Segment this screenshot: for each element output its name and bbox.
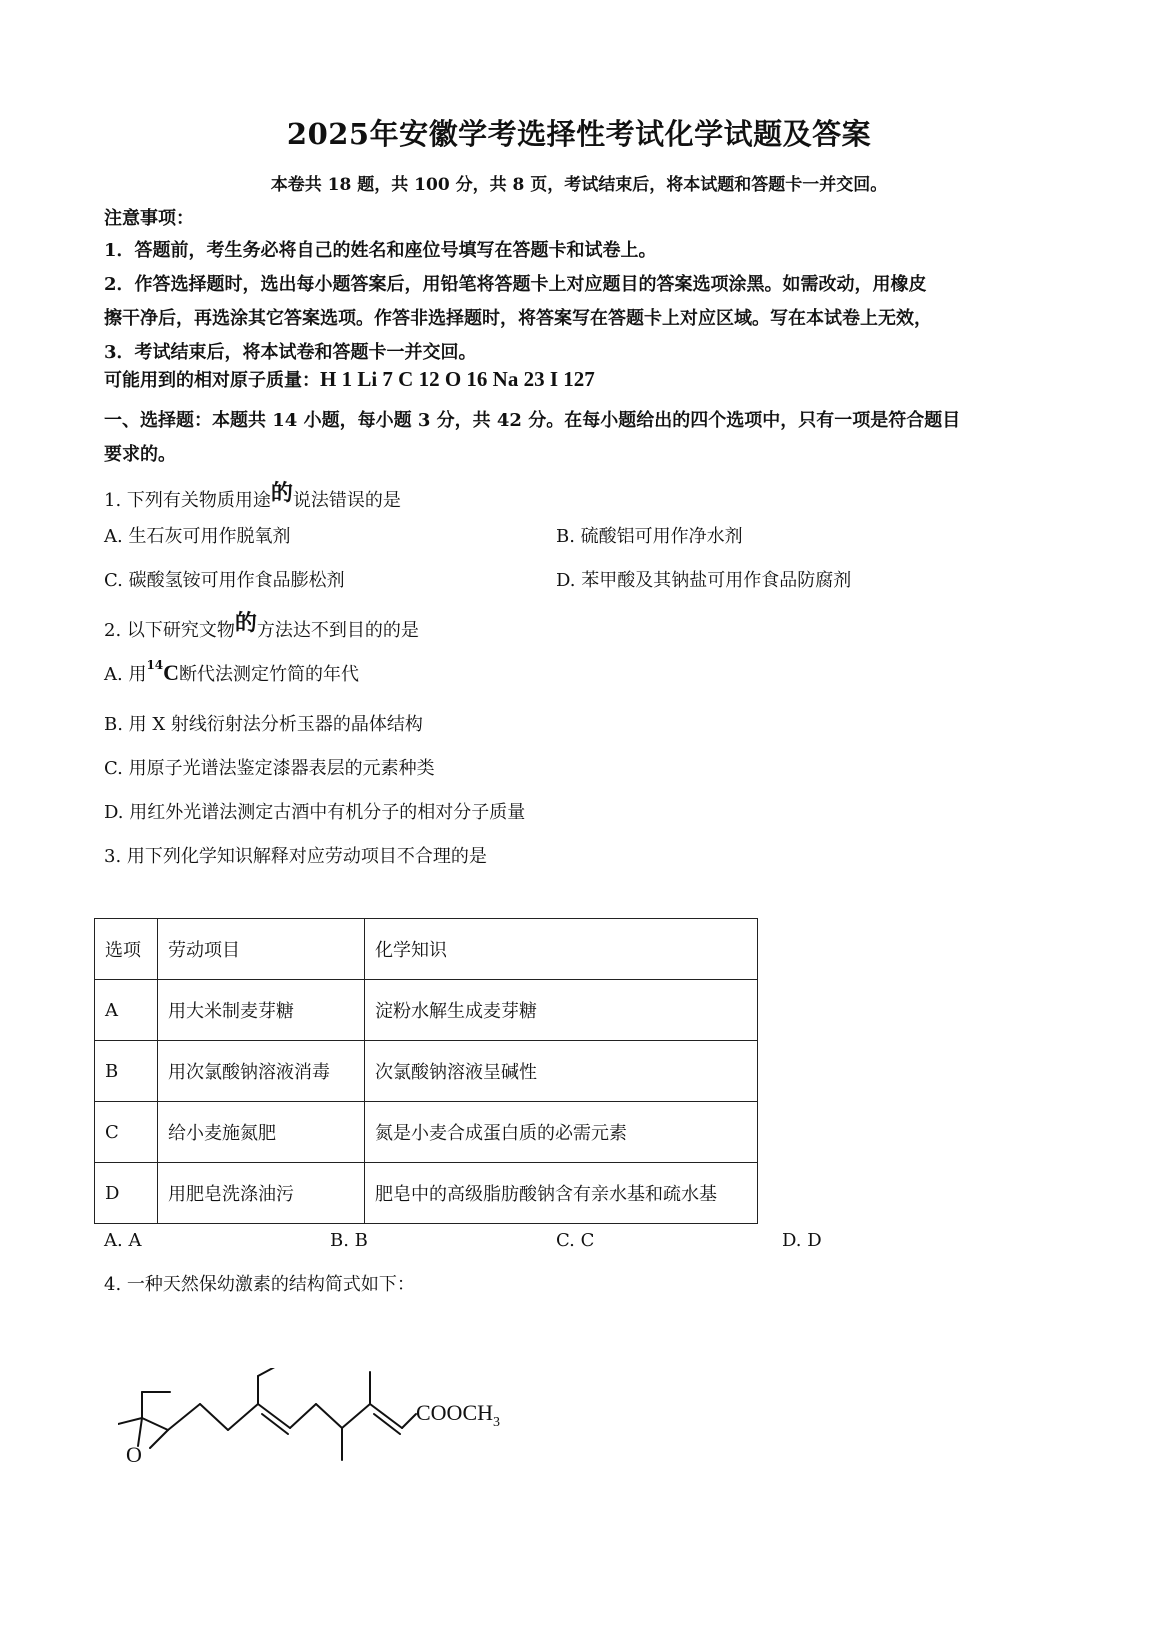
table-header-cell: 劳动项目 (158, 919, 365, 980)
table-cell: A (95, 980, 158, 1041)
ester-group-subscript: 3 (493, 1415, 501, 1430)
epoxide-cc-bond (142, 1418, 168, 1430)
table-cell: 给小麦施氮肥 (158, 1102, 365, 1163)
question-2-stem (104, 612, 419, 643)
table-cell: 用肥皂洗涤油污 (158, 1163, 365, 1224)
section-1-heading-line-1: 一、选择题：本题共 14 小题，每小题 3 分，共 42 分。在每小题给出的四个选项中，只有一项是符合题目 (104, 410, 961, 431)
table-cell: 用次氯酸钠溶液消毒 (158, 1041, 365, 1102)
question-3-stem: 3. 用下列化学知识解释对应劳动项目不合理的是 (104, 846, 487, 867)
question-4-stem: 4. 一种天然保幼激素的结构简式如下： (104, 1274, 415, 1295)
question-1-stem (104, 482, 401, 513)
chain-bond (200, 1404, 228, 1430)
table-cell: 用大米制麦芽糖 (158, 980, 365, 1041)
notice-item-2-line-1: 2．作答选择题时，选出每小题答案后，用铅笔将答题卡上对应题目的答案选项涂黑。如需改动，用橡皮 (104, 274, 927, 295)
table-cell: 次氯酸钠溶液呈碱性 (365, 1041, 758, 1102)
notice-heading: 注意事项： (104, 208, 194, 229)
question-1-option-a: A. 生石灰可用作脱氧剂 (104, 526, 291, 547)
table-cell: B (95, 1041, 158, 1102)
question-2-option-b: B. 用 X 射线衍射法分析玉器的晶体结构 (104, 714, 423, 735)
question-2-stem-part-a: 2. 以下研究文物 (104, 620, 235, 641)
notice-item-2-line-2: 擦干净后，再选涂其它答案选项。作答非选择题时，将答案写在答题卡上对应区域。写在本试卷上无效， (104, 308, 932, 329)
atomic-mass-line (104, 366, 595, 392)
ester-group (416, 1400, 500, 1430)
table-row (95, 1102, 758, 1163)
ester-bond (402, 1414, 416, 1428)
table-header-cell: 选项 (95, 919, 158, 980)
question-1-stem-part-b: 说法错误的是 (292, 490, 401, 511)
question-3-option-c: C. C (556, 1230, 595, 1251)
table-header-cell: 化学知识 (365, 919, 758, 980)
ethyl-branch-bond (258, 1368, 284, 1376)
question-2-stem-de: 的 (234, 610, 257, 636)
question-2-option-c: C. 用原子光谱法鉴定漆器表层的元素种类 (104, 758, 435, 779)
question-2-option-d: D. 用红外光谱法测定古酒中有机分子的相对分子质量 (104, 802, 526, 823)
table-row (95, 980, 758, 1041)
table-cell: D (95, 1163, 158, 1224)
epoxide-oxygen: O (126, 1442, 142, 1467)
question-1-option-c: C. 碳酸氢铵可用作食品膨松剂 (104, 570, 345, 591)
question-2-option-a-prefix: A. 用 (104, 664, 147, 685)
juvenile-hormone-structure (118, 1368, 538, 1478)
chain-bond (228, 1404, 258, 1430)
notice-item-1: 1．答题前，考生务必将自己的姓名和座位号填写在答题卡和试卷上。 (104, 240, 657, 261)
question-1-option-b: B. 硫酸铝可用作净水剂 (556, 526, 743, 547)
atomic-mass-values: H 1 Li 7 C 12 O 16 Na 23 I 127 (320, 367, 595, 391)
question-1-option-d: D. 苯甲酸及其钠盐可用作食品防腐剂 (556, 570, 852, 591)
table-cell: C (95, 1102, 158, 1163)
question-2-option-a (104, 660, 359, 686)
question-2-stem-part-b: 方法达不到目的的是 (256, 620, 419, 641)
chain-bond (168, 1404, 200, 1430)
table-header-row (95, 919, 758, 980)
page-title: 2025年安徽学考选择性考试化学试题及答案 (286, 117, 872, 151)
table-cell: 肥皂中的高级脂肪酸钠含有亲水基和疏水基 (365, 1163, 758, 1224)
question-3-option-b: B. B (330, 1230, 368, 1251)
question-1-stem-de: 的 (270, 480, 293, 506)
table-cell: 氮是小麦合成蛋白质的必需元素 (365, 1102, 758, 1163)
carbon-14-mass-number: 14 (146, 658, 164, 672)
table-row (95, 1041, 758, 1102)
epoxide-co-bond-right (150, 1430, 168, 1448)
atomic-mass-label: 可能用到的相对原子质量： (104, 370, 320, 391)
exam-intro: 本卷共 18 题，共 100 分，共 8 页，考试结束后，将本试题和答题卡一并交回。 (270, 175, 888, 195)
chain-bond (316, 1404, 342, 1428)
table-row (95, 1163, 758, 1224)
question-3-option-a: A. A (104, 1230, 142, 1251)
chain-bond (342, 1404, 370, 1428)
question-2-option-a-text: 断代法测定竹简的年代 (179, 664, 360, 685)
section-1-heading-line-2: 要求的。 (104, 444, 176, 465)
ester-group-label: COOCH (416, 1400, 494, 1425)
question-3-table (94, 918, 758, 1224)
carbon-symbol: C (163, 660, 180, 685)
table-cell: 淀粉水解生成麦芽糖 (365, 980, 758, 1041)
question-3-option-d: D. D (782, 1230, 822, 1251)
notice-item-3: 3．考试结束后，将本试卷和答题卡一并交回。 (104, 342, 477, 363)
question-1-stem-part-a: 1. 下列有关物质用途 (104, 490, 271, 511)
chain-bond (290, 1404, 316, 1428)
methyl-bond (118, 1418, 142, 1424)
